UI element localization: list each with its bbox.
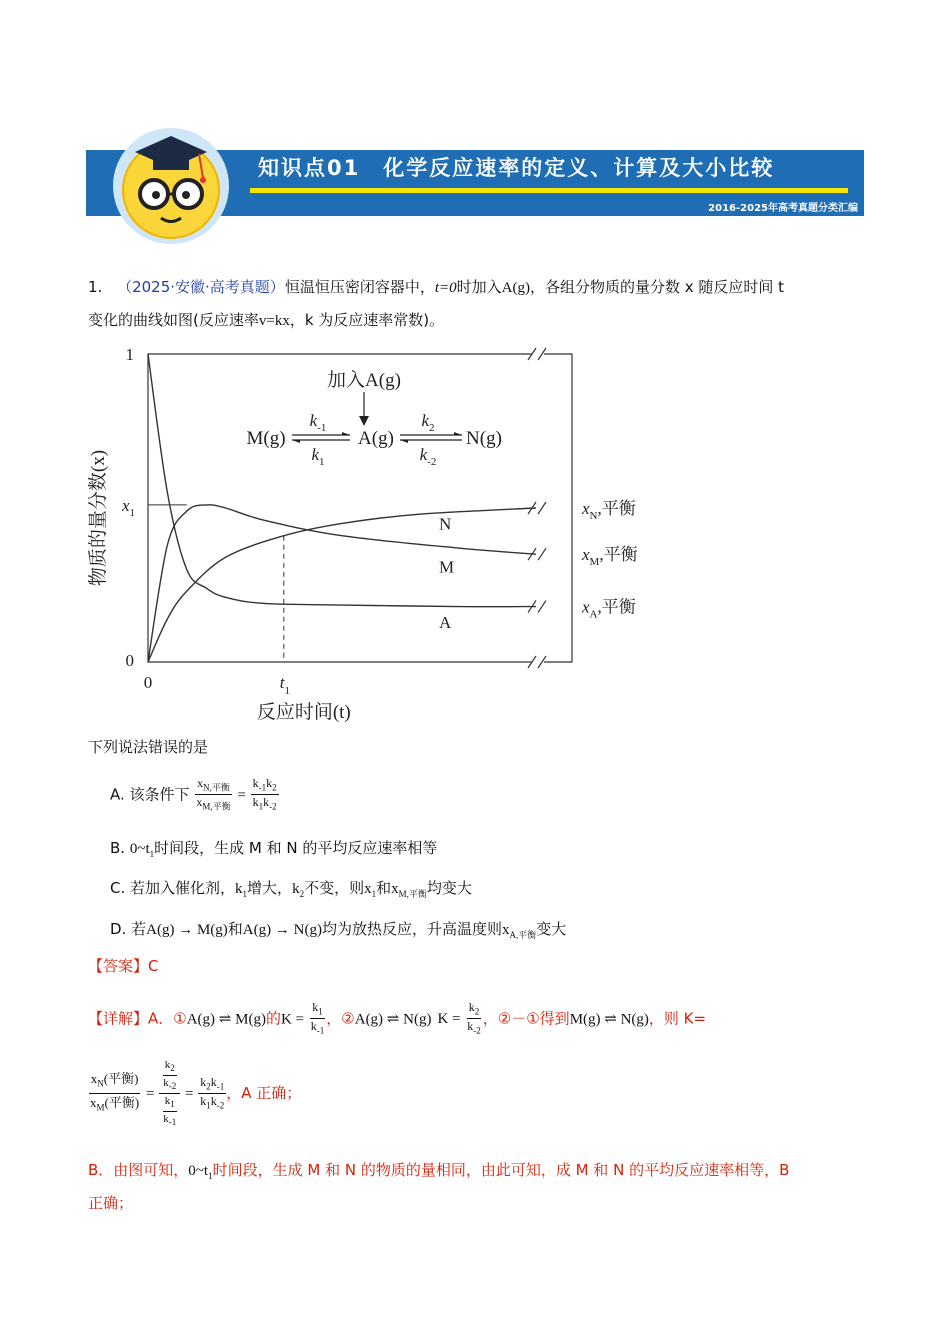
detail-sep2: ，②－①得到 [482,1009,570,1028]
detail-K2-fraction: $\frac{k_2}{k_{-2}}$ [467,1000,481,1036]
option-d-text-4: 变大 [536,920,567,938]
stem-Ag: A(g) [501,280,530,296]
detail-eq2: A(g) ⇌ N(g) [354,1011,432,1028]
scheme-k-minus2: $k_{-2}$ [419,445,437,468]
detail-of: 的 [265,1009,281,1028]
banner-subtitle: 2016-2025年高考真题分类汇编 [708,203,858,214]
scheme-M: M(g) [246,428,286,449]
option-a[interactable]: A. 该条件下 $\frac{x_{N,平衡}}{x_{M,平衡}}$ = $\frac{k_{-1}k_2}{k_1k_{-2}}$ [110,776,277,812]
scheme-k2: $k_2$ [421,411,435,434]
plot-frame-right [544,354,572,662]
scheme-N: N(g) [466,428,502,449]
series-label-M: M [439,557,455,577]
x-tick-t1: $t_1$ [279,673,291,697]
detail-K1-fraction: $\frac{k_1}{k_{-1}}$ [310,1000,325,1036]
detail-eq1: A(g) ⇌ M(g) [186,1011,266,1028]
y-tick-1: 1 [125,345,134,364]
scheme-k-minus1: $k_{-1}$ [309,411,327,434]
detail-line-b2: 正确； [88,1194,134,1212]
scheme-add-label: 加入A(g) [327,370,401,391]
detail-sep: ，② [326,1009,355,1028]
stem-text-2: 时加入 [456,278,502,296]
a-correct: ，A 正确； [226,1084,302,1102]
series-line-M [148,505,536,662]
option-a-fraction-right: $\frac{k_{-1}k_2}{k_1k_{-2}}$ [252,776,277,812]
answer-label: 【答案】C [88,957,159,975]
stem-text-4: 变化的曲线如图(反应速率 [88,311,259,329]
mascot-icon [109,122,233,246]
option-c-text-5: 均变大 [426,879,472,897]
option-d-text-2: 和 [227,920,243,938]
detail-line-a [88,1000,706,1036]
b-text-1: B．由图可知， [88,1161,189,1179]
axis-break-mark [538,601,546,613]
axis-break-mark [538,502,546,514]
option-c-text-1: 若加入催化剂， [130,879,236,897]
ratio-middle: $\frac{\frac{k_2}{k_{-2}}}{\frac{k_1}{k_{-1}}}$ [159,1058,180,1130]
mole-fraction-chart [80,340,640,730]
b-range: 0~t [188,1163,209,1179]
y-tick-x1: $x_1$ [122,495,136,519]
detail-ratio-expression: $\frac{x_N(平衡)}{x_M(平衡)}$ = $\frac{\frac{k_2}{k_{-2}}}{\frac{k_1}{k_{-1}}}$ = $\frac{k_2k_{-1}}{k_1k_{-2}}$ ，A 正确； [90,1058,302,1128]
option-a-fraction-left: $\frac{x_{N,平衡}}{x_{M,平衡}}$ [196,776,231,812]
stem-text-3: ，各组分物质的量分数 x 随反应时间 t [529,278,785,296]
scheme-A: A(g) [358,428,394,449]
b-text-2: 时间段，生成 M 和 N 的物质的量相同，由此可知，成 M 和 N 的平均反应速率相等，B [212,1161,790,1179]
option-c-text-3: 不变，则 [304,879,365,897]
option-a-text: 该条件下 [129,785,190,804]
x-axis-title: 反应时间(t) [256,702,351,723]
option-d[interactable]: D. 若A(g) → M(g)和A(g) → N(g)均为放热反应，升高温度则$x_{A,平衡}$变大 [110,920,567,940]
option-b-letter: B. [110,839,126,857]
option-c-text-4: 和 [376,879,392,897]
ratio-left: $\frac{x_N(平衡)}{x_M(平衡)}$ [90,1071,140,1113]
page-title: 知识点01 化学反应速率的定义、计算及大小比较 [258,156,775,180]
axis-break-mark [538,548,546,560]
option-d-eq1: A(g) → M(g) [146,922,228,938]
x-tick-0: 0 [143,673,153,692]
series-label-A: A [439,613,452,633]
option-c-text-2: 增大， [247,879,293,897]
title-underline [250,188,848,193]
question-stem-line1 [88,277,784,298]
detail-K1: K = [280,1011,304,1028]
plot-frame [148,354,532,662]
series-label-N: N [439,514,452,534]
stem-text-5: ，k 为反应速率常数)。 [289,311,445,329]
option-d-eq2: A(g) → N(g) [242,922,322,938]
scheme-k1: $k_1$ [311,445,325,468]
detail-K2: K = [437,1011,461,1028]
detail-eq3: M(g) ⇌ N(g) [569,1011,649,1028]
option-b-text: 时间段，生成 M 和 N 的平均反应速率相等 [154,839,438,857]
option-d-text-3: 均为放热反应，升高温度则 [321,920,502,938]
y-axis-title: 物质的量分数(x) [88,449,109,587]
stem-rate: v=kx [258,313,290,329]
question-source: （2025·安徽·高考真题） [117,278,285,296]
option-c-letter: C. [110,879,126,897]
detail-label: 【详解】A．① [88,1009,187,1028]
question-prompt: 下列说法错误的是 [88,738,209,756]
scheme-add-arrowhead [359,416,369,426]
series-line-A [148,354,536,607]
question-number: 1. [88,278,103,296]
option-b-range: 0~t [129,841,150,857]
stem-text-1: 恒温恒压密闭容器中， [284,278,435,296]
right-label-A: $x_A$,平衡 [582,597,636,621]
option-b[interactable]: B. $0\sim t_1$时间段，生成 M 和 N 的平均反应速率相等 [110,839,438,859]
right-label-N: $x_N$,平衡 [582,499,636,522]
stem-t0: t=0 [434,280,457,296]
ratio-right: $\frac{k_2k_{-1}}{k_1k_{-2}}$ [200,1074,225,1111]
option-a-letter: A. [110,785,125,804]
option-d-letter: D. [110,920,127,938]
series-line-N [148,508,536,662]
detail-then: ，则 K= [648,1009,707,1028]
y-tick-0: 0 [125,651,134,670]
option-d-text-1: 若 [131,920,147,938]
detail-line-b1: B．由图可知，$0\sim t_1$时间段，生成 M 和 N 的物质的量相同，由此可知，成 M 和 N 的平均反应速率相等，B [88,1161,790,1181]
right-label-M: $x_M$,平衡 [582,545,638,569]
option-c[interactable]: C. 若加入催化剂，$k_1$增大，$k_2$不变，则$x_1$和$x_{M,平衡}$均变大 [110,879,472,899]
question-stem-line2 [88,310,444,331]
